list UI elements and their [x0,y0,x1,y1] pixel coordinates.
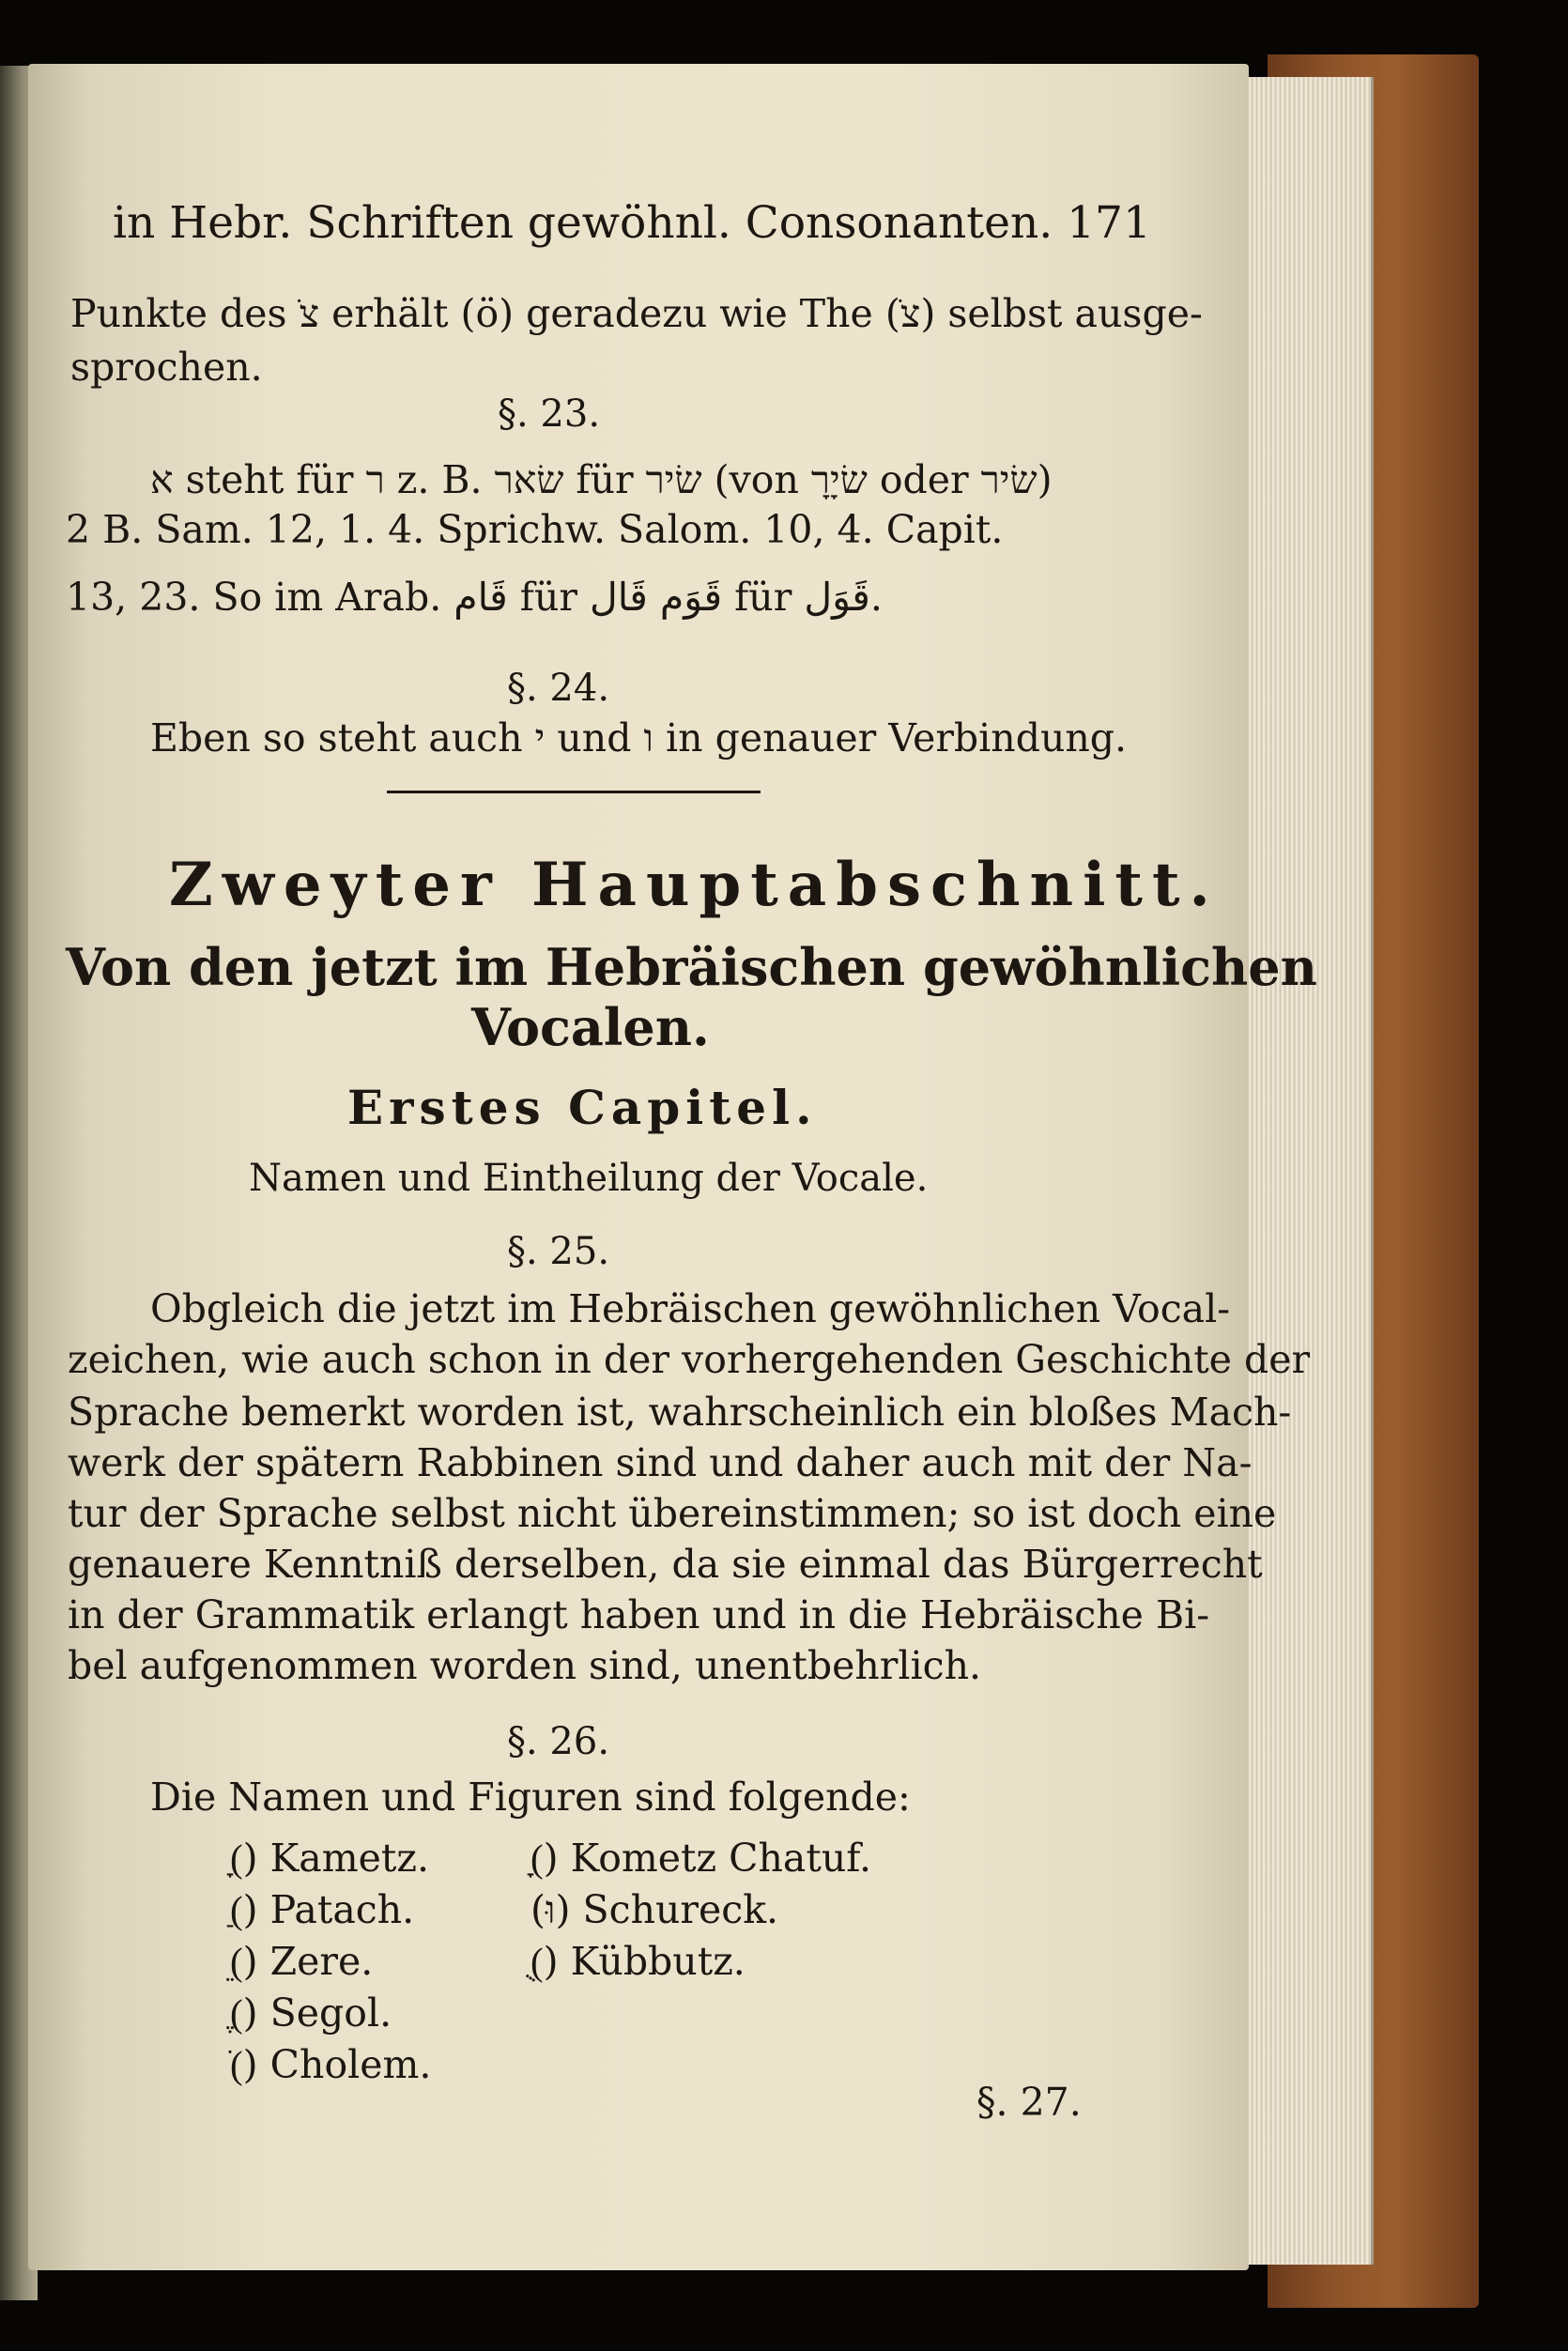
text-line: 2 B. Sam. 12, 1. 4. Sprichw. Salom. 10, 4. Capit. [66,507,1004,552]
vowel-item: (ֶ) Segol. [230,1990,392,2036]
running-header: in Hebr. Schriften gewöhnl. Consonanten. 171 [113,197,1151,249]
section-number: §. 23. [498,392,601,436]
vowel-item: (וּ) Schureck. [530,1887,779,1932]
text-line: א steht für ר z. B. שׂאר für שׂיר (von שׂיָרָ oder שׂיר) [150,457,1053,502]
section-number: §. 26. [507,1720,610,1763]
text-line: Punkte des ׂצ erhält (ö) geradezu wie The (ׂצ) selbst ausge- [70,291,1203,336]
text-line: tur der Sprache selbst nicht übereinstimmen; so ist doch eine [68,1491,1277,1536]
vowel-item: (ָ) Kametz. [230,1836,430,1881]
vowel-item: (ָ) Kometz Chatuf. [530,1836,871,1881]
text-line: Die Namen und Figuren sind folgende: [150,1775,911,1820]
page-block-edge [1239,77,1374,2265]
chapter-subtitle: Namen und Eintheilung der Vocale. [249,1157,929,1200]
vowel-item: (ֵ) Zere. [230,1939,374,1984]
text-line: in der Grammatik erlangt haben und in die Hebräische Bi- [68,1592,1210,1637]
text-line: sprochen. [70,345,263,390]
chapter-title: Erstes Capitel. [347,1080,818,1135]
separator-rule [387,791,761,793]
section-title: Zweyter Hauptabschnitt. [169,850,1220,920]
text-line: werk der spätern Rabbinen sind und daher auch mit der Na- [68,1440,1253,1485]
catchword: §. 27. [976,2080,1082,2125]
text-line: zeichen, wie auch schon in der vorhergehenden Geschichte der [68,1337,1311,1382]
section-subtitle: Von den jetzt im Hebräischen gewöhnlichen [66,937,1317,997]
text-line: Sprache bemerkt worden ist, wahrscheinlich ein bloßes Mach- [68,1390,1292,1435]
vowel-item: (ֻ) Kübbutz. [530,1939,746,1984]
vowel-item: (ַ) Patach. [230,1887,415,1932]
text-line: bel aufgenommen worden sind, unentbehrlich. [68,1643,982,1688]
text-line: Obgleich die jetzt im Hebräischen gewöhnlichen Vocal- [150,1286,1231,1331]
text-line: genauere Kenntniß derselben, da sie einmal das Bürgerrecht [68,1542,1263,1587]
section-number: §. 24. [507,667,610,710]
section-number: §. 25. [507,1230,610,1273]
text-line: Eben so steht auch י und ו in genauer Verbindung. [150,715,1128,761]
text-line: 13, 23. So im Arab. قَام für قَوَم قَال für قَوَل. [66,575,883,620]
section-subtitle: Vocalen. [471,997,710,1057]
vowel-item: (ֹ) Cholem. [230,2042,432,2087]
